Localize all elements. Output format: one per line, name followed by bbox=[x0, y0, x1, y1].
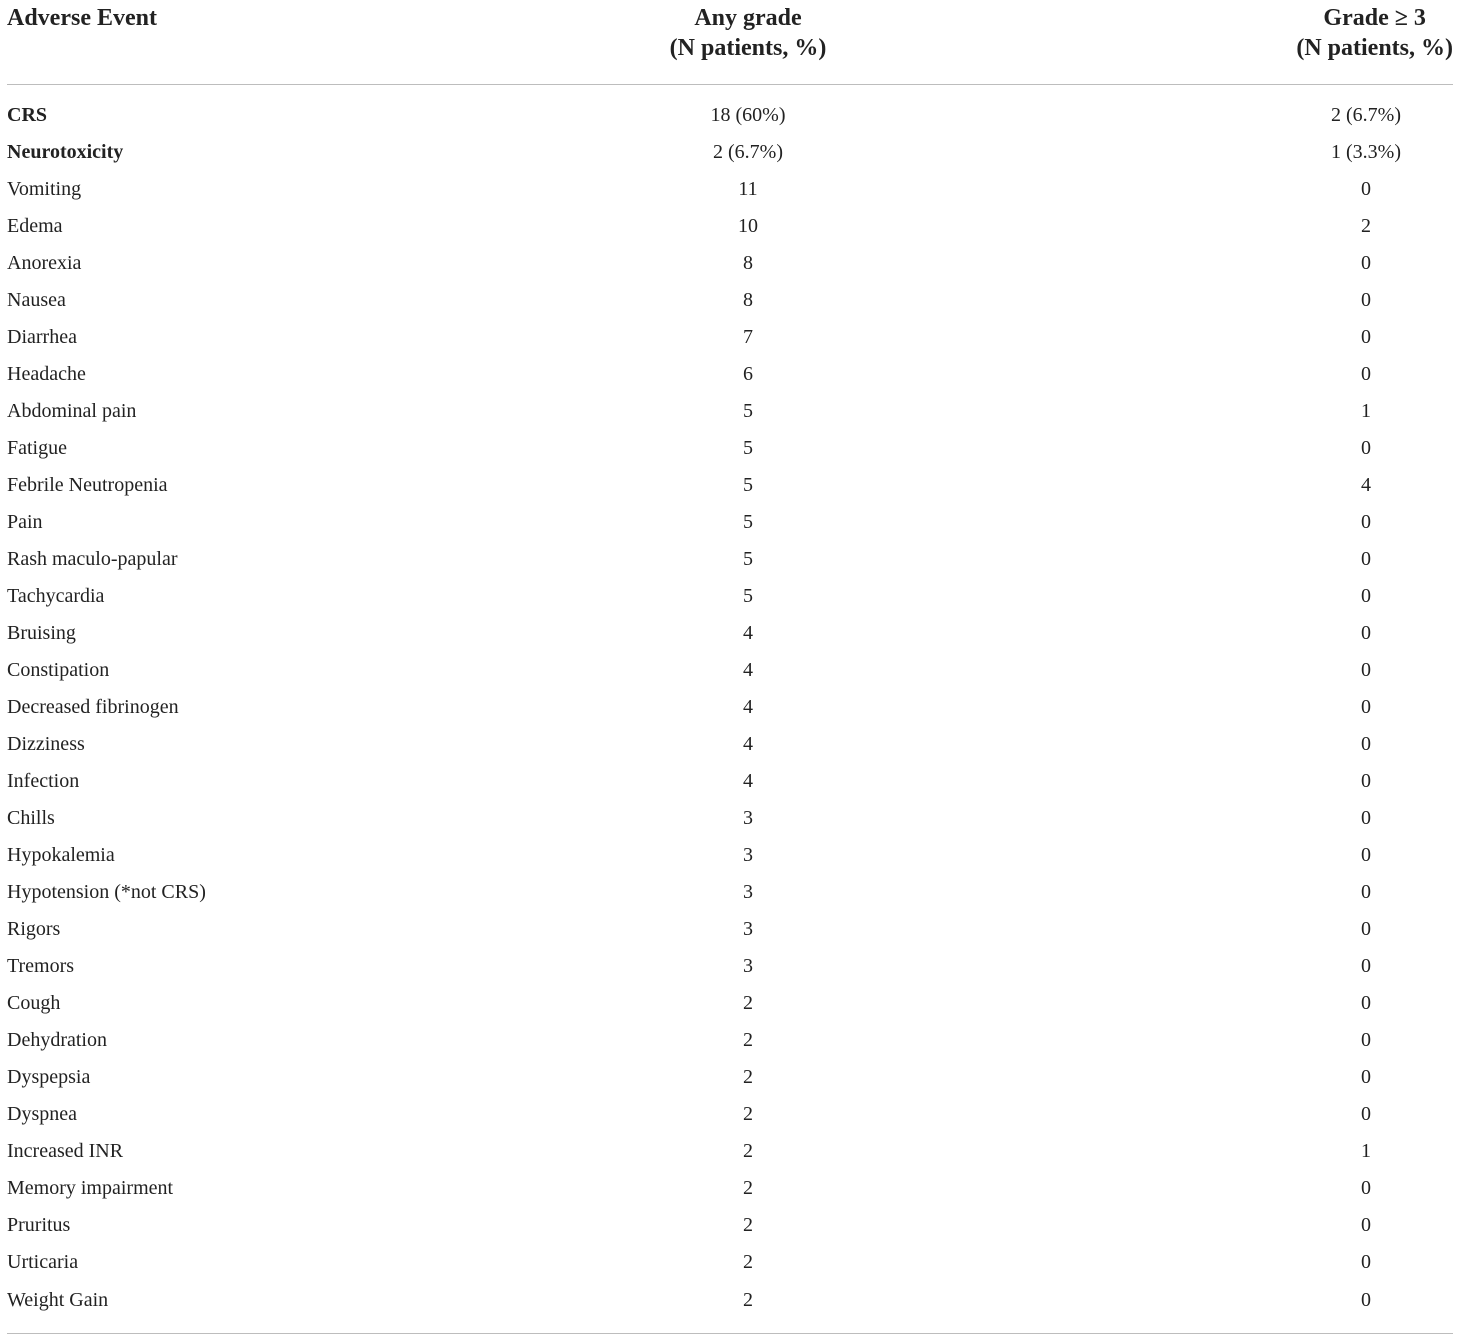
cell-adverse-event: Rigors bbox=[7, 918, 61, 941]
cell-any-grade: 5 bbox=[743, 474, 753, 497]
cell-grade-3: 0 bbox=[1361, 1251, 1371, 1274]
cell-adverse-event: Memory impairment bbox=[7, 1177, 174, 1200]
cell-any-grade: 3 bbox=[743, 918, 753, 941]
table-row bbox=[7, 837, 1453, 874]
cell-adverse-event: Headache bbox=[7, 363, 86, 386]
cell-adverse-event: Pain bbox=[7, 511, 43, 534]
table-row bbox=[7, 1282, 1453, 1319]
cell-grade-3: 0 bbox=[1361, 1103, 1371, 1126]
table-row bbox=[7, 948, 1453, 985]
cell-any-grade: 4 bbox=[743, 733, 753, 756]
cell-any-grade: 7 bbox=[743, 326, 753, 349]
cell-adverse-event: Increased INR bbox=[7, 1140, 124, 1163]
cell-any-grade: 8 bbox=[743, 252, 753, 275]
table-row bbox=[7, 1244, 1453, 1281]
cell-adverse-event: Tremors bbox=[7, 955, 75, 978]
cell-any-grade: 2 bbox=[743, 1066, 753, 1089]
cell-grade-3: 0 bbox=[1361, 881, 1371, 904]
cell-any-grade: 2 bbox=[743, 1029, 753, 1052]
cell-any-grade: 2 bbox=[743, 1103, 753, 1126]
table-row bbox=[7, 911, 1453, 948]
column-header-any-grade-line1: Any grade bbox=[694, 5, 802, 31]
cell-adverse-event: Febrile Neutropenia bbox=[7, 474, 168, 497]
table-row bbox=[7, 615, 1453, 652]
cell-adverse-event: Anorexia bbox=[7, 252, 82, 275]
cell-any-grade: 11 bbox=[738, 178, 758, 201]
cell-adverse-event: Abdominal pain bbox=[7, 400, 137, 423]
cell-adverse-event: Diarrhea bbox=[7, 326, 77, 349]
cell-grade-3: 4 bbox=[1361, 474, 1371, 497]
cell-grade-3: 0 bbox=[1361, 1177, 1371, 1200]
cell-adverse-event: Nausea bbox=[7, 289, 66, 312]
table-row bbox=[7, 1059, 1453, 1096]
cell-adverse-event: Dizziness bbox=[7, 733, 85, 756]
cell-any-grade: 10 bbox=[738, 215, 758, 238]
table-row bbox=[7, 134, 1453, 171]
cell-any-grade: 3 bbox=[743, 881, 753, 904]
table-row bbox=[7, 985, 1453, 1022]
cell-grade-3: 1 bbox=[1361, 1140, 1371, 1163]
cell-grade-3: 0 bbox=[1361, 326, 1371, 349]
column-header-grade-3 bbox=[1296, 3, 1453, 63]
cell-grade-3: 0 bbox=[1361, 807, 1371, 830]
table-row bbox=[7, 208, 1453, 245]
table-row bbox=[7, 467, 1453, 504]
cell-grade-3: 0 bbox=[1361, 289, 1371, 312]
table-bottom-rule bbox=[7, 1333, 1453, 1334]
cell-grade-3: 0 bbox=[1361, 696, 1371, 719]
cell-any-grade: 3 bbox=[743, 955, 753, 978]
cell-adverse-event: Constipation bbox=[7, 659, 110, 682]
table-body bbox=[7, 97, 1453, 1319]
cell-adverse-event: Cough bbox=[7, 992, 61, 1015]
cell-adverse-event: Decreased fibrinogen bbox=[7, 696, 179, 719]
cell-grade-3: 0 bbox=[1361, 585, 1371, 608]
table-row bbox=[7, 874, 1453, 911]
cell-any-grade: 4 bbox=[743, 622, 753, 645]
table-row bbox=[7, 1207, 1453, 1244]
table-row bbox=[7, 97, 1453, 134]
table-row bbox=[7, 504, 1453, 541]
cell-adverse-event: Urticaria bbox=[7, 1251, 79, 1274]
cell-any-grade: 18 (60%) bbox=[710, 104, 786, 126]
cell-grade-3: 0 bbox=[1361, 1288, 1371, 1311]
table-row bbox=[7, 578, 1453, 615]
table-row bbox=[7, 1096, 1453, 1133]
cell-grade-3: 1 bbox=[1361, 400, 1371, 423]
table-row bbox=[7, 245, 1453, 282]
cell-any-grade: 4 bbox=[743, 696, 753, 719]
cell-any-grade: 2 bbox=[743, 1251, 753, 1274]
cell-grade-3: 0 bbox=[1361, 1066, 1371, 1089]
cell-adverse-event: Dyspepsia bbox=[7, 1066, 91, 1089]
cell-grade-3: 0 bbox=[1361, 622, 1371, 645]
cell-any-grade: 6 bbox=[743, 363, 753, 386]
cell-any-grade: 2 bbox=[743, 1177, 753, 1200]
table-row bbox=[7, 726, 1453, 763]
cell-any-grade: 2 bbox=[743, 1140, 753, 1163]
cell-any-grade: 5 bbox=[743, 400, 753, 423]
cell-adverse-event: Infection bbox=[7, 770, 80, 793]
table-row bbox=[7, 652, 1453, 689]
cell-grade-3: 0 bbox=[1361, 770, 1371, 793]
cell-adverse-event: Neurotoxicity bbox=[7, 141, 124, 164]
table-row bbox=[7, 393, 1453, 430]
cell-any-grade: 5 bbox=[743, 437, 753, 460]
cell-grade-3: 2 bbox=[1361, 215, 1371, 238]
table-row bbox=[7, 800, 1453, 837]
cell-adverse-event: Edema bbox=[7, 215, 63, 238]
cell-grade-3: 0 bbox=[1361, 1214, 1371, 1237]
cell-grade-3: 0 bbox=[1361, 1029, 1371, 1052]
cell-any-grade: 5 bbox=[743, 585, 753, 608]
cell-grade-3: 0 bbox=[1361, 992, 1371, 1015]
cell-adverse-event: Rash maculo-papular bbox=[7, 548, 178, 571]
adverse-events-table bbox=[7, 0, 1453, 1311]
column-header-adverse-event-label: Adverse Event bbox=[7, 5, 157, 31]
cell-adverse-event: Hypokalemia bbox=[7, 844, 115, 867]
cell-grade-3: 0 bbox=[1361, 511, 1371, 534]
cell-grade-3: 0 bbox=[1361, 918, 1371, 941]
cell-adverse-event: Dyspnea bbox=[7, 1103, 77, 1126]
cell-adverse-event: Weight Gain bbox=[7, 1288, 109, 1311]
cell-grade-3: 0 bbox=[1361, 733, 1371, 756]
cell-grade-3: 0 bbox=[1361, 955, 1371, 978]
cell-grade-3: 0 bbox=[1361, 178, 1371, 201]
cell-adverse-event: CRS bbox=[7, 104, 48, 126]
cell-adverse-event: Tachycardia bbox=[7, 585, 105, 608]
cell-any-grade: 4 bbox=[743, 659, 753, 682]
cell-adverse-event: Dehydration bbox=[7, 1029, 107, 1052]
cell-grade-3: 0 bbox=[1361, 363, 1371, 386]
cell-adverse-event: Fatigue bbox=[7, 437, 67, 460]
table-header bbox=[7, 0, 1453, 85]
column-header-any-grade bbox=[548, 3, 948, 63]
cell-any-grade: 2 bbox=[743, 1288, 753, 1311]
table-row bbox=[7, 356, 1453, 393]
cell-adverse-event: Chills bbox=[7, 807, 55, 830]
cell-adverse-event: Vomiting bbox=[7, 178, 82, 201]
cell-grade-3: 0 bbox=[1361, 437, 1371, 460]
table-row bbox=[7, 282, 1453, 319]
table-row bbox=[7, 541, 1453, 578]
cell-any-grade: 2 bbox=[743, 1214, 753, 1237]
cell-any-grade: 3 bbox=[743, 844, 753, 867]
cell-adverse-event: Pruritus bbox=[7, 1214, 71, 1237]
cell-any-grade: 8 bbox=[743, 289, 753, 312]
column-header-adverse-event bbox=[7, 3, 157, 33]
cell-grade-3: 0 bbox=[1361, 548, 1371, 571]
cell-any-grade: 3 bbox=[743, 807, 753, 830]
column-header-grade-3-line1: Grade ≥ 3 bbox=[1323, 5, 1426, 31]
cell-any-grade: 5 bbox=[743, 548, 753, 571]
table-row bbox=[7, 319, 1453, 356]
cell-any-grade: 5 bbox=[743, 511, 753, 534]
table-row bbox=[7, 430, 1453, 467]
table-row bbox=[7, 1133, 1453, 1170]
cell-any-grade: 2 (6.7%) bbox=[713, 141, 783, 164]
cell-grade-3: 0 bbox=[1361, 252, 1371, 275]
cell-grade-3: 0 bbox=[1361, 659, 1371, 682]
table-row bbox=[7, 1170, 1453, 1207]
column-header-grade-3-line2: (N patients, %) bbox=[1296, 35, 1453, 61]
cell-any-grade: 4 bbox=[743, 770, 753, 793]
cell-adverse-event: Hypotension (*not CRS) bbox=[7, 881, 206, 904]
cell-grade-3: 2 (6.7%) bbox=[1331, 104, 1401, 126]
cell-grade-3: 1 (3.3%) bbox=[1331, 141, 1401, 164]
column-header-any-grade-line2: (N patients, %) bbox=[669, 35, 827, 61]
table-row bbox=[7, 1022, 1453, 1059]
table-row bbox=[7, 763, 1453, 800]
cell-any-grade: 2 bbox=[743, 992, 753, 1015]
cell-adverse-event: Bruising bbox=[7, 622, 76, 645]
table-row bbox=[7, 689, 1453, 726]
cell-grade-3: 0 bbox=[1361, 844, 1371, 867]
table-row bbox=[7, 171, 1453, 208]
